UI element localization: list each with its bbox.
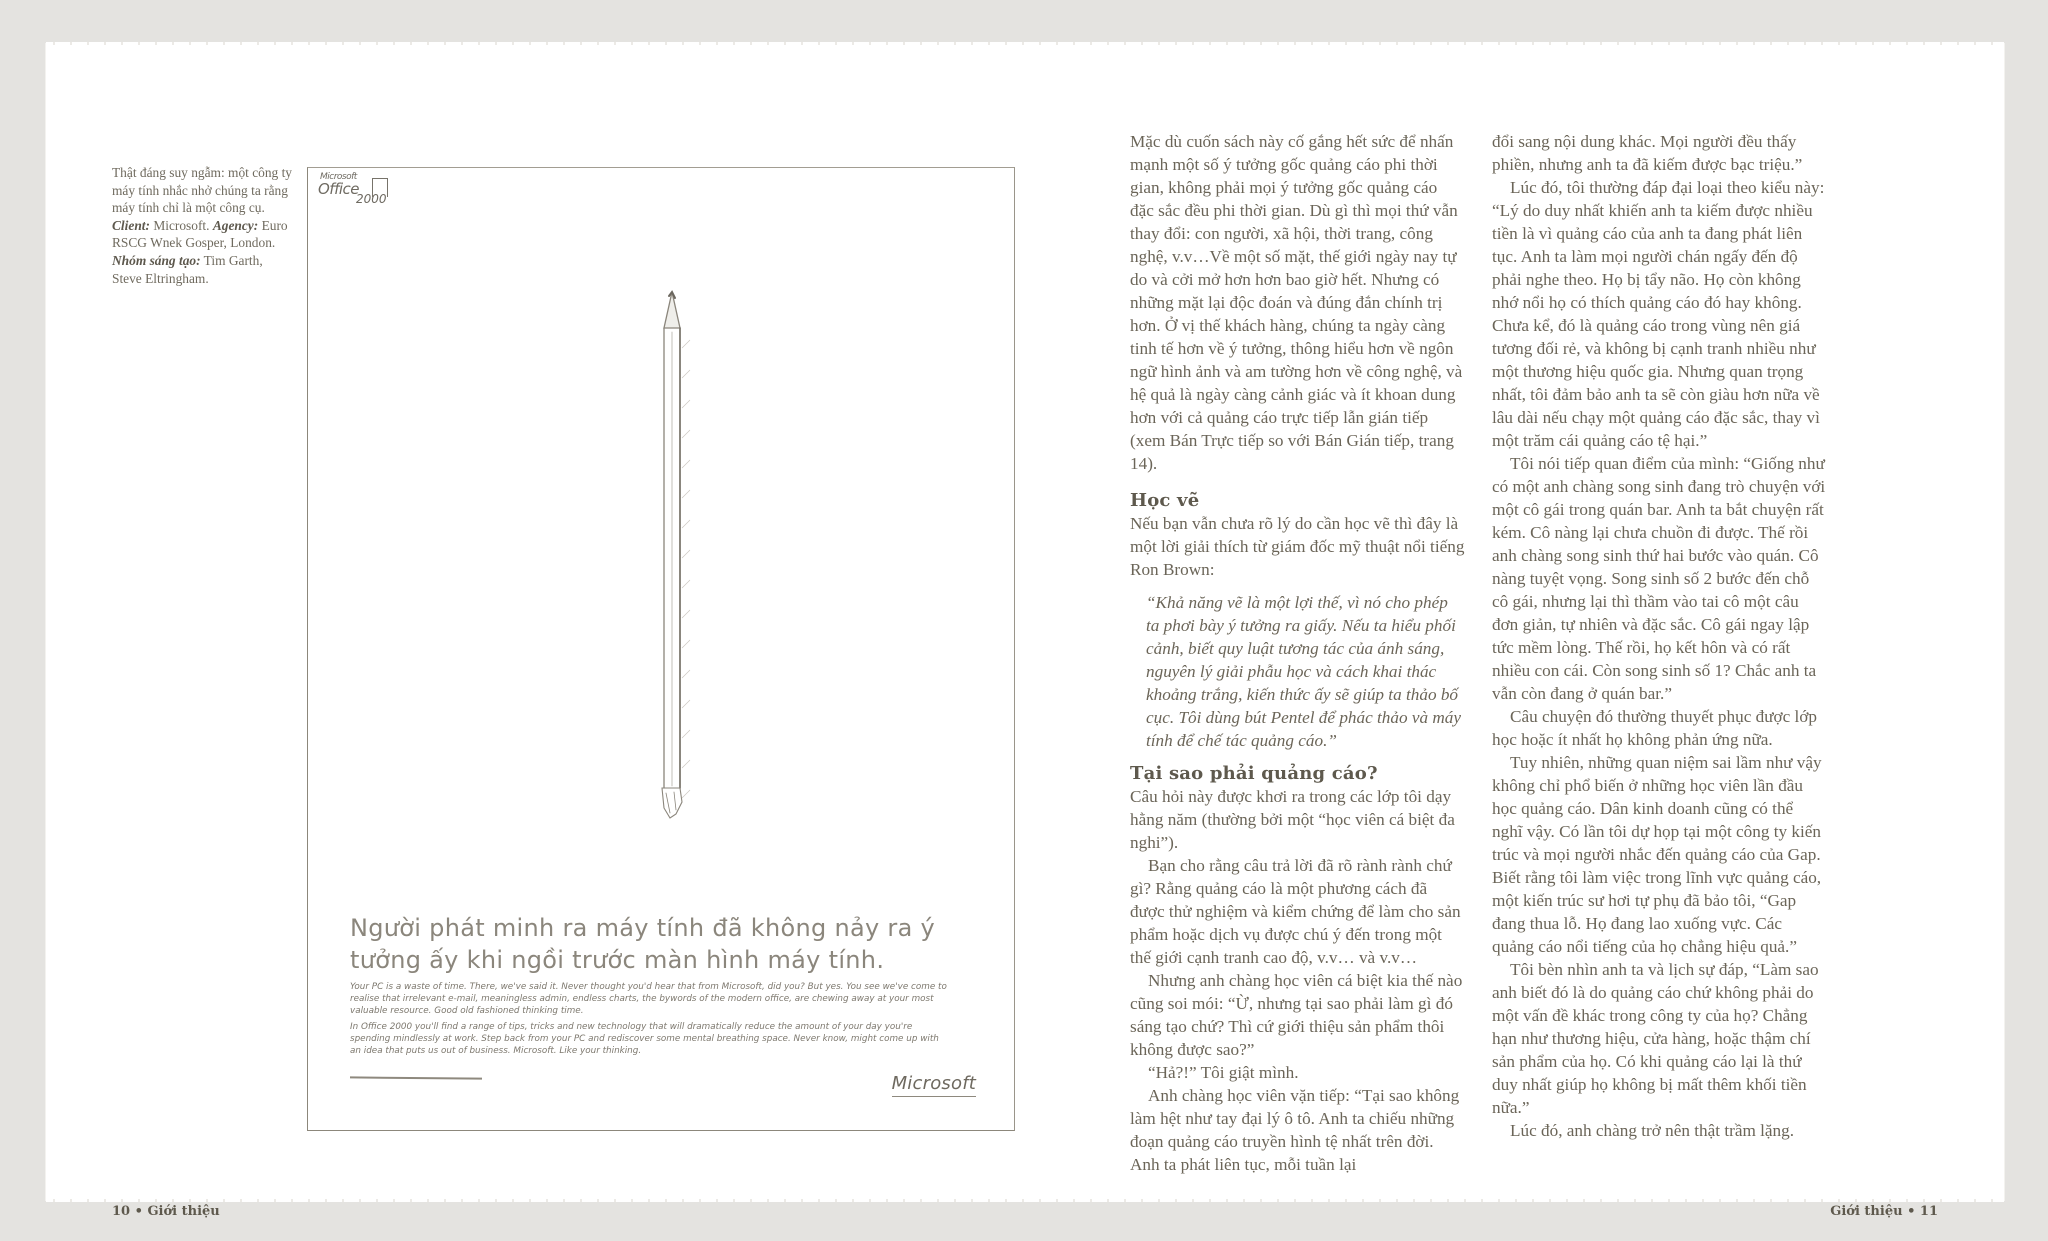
paragraph: đổi sang nội dung khác. Mọi người đều thấy phiền, nhưng anh ta đã kiếm được bạc triệu.” bbox=[1492, 132, 1803, 174]
ad-body-paragraph: In Office 2000 you'll find a range of tips, tricks and new technology that will dramatically reduce the amount of your day you're spending mindlessly at work. Step back from your PC and rediscover some mental breathing space. Never know, might come up with an idea that puts us out of business. Microsoft. Like your thinking. bbox=[350, 1022, 939, 1056]
pull-quote-ron-brown: “Khả năng vẽ là một lợi thế, vì nó cho phép ta phơi bày ý tưởng ra giấy. Nếu ta hiểu phối cảnh, biết quy luật tương tác của ánh sáng, nguyên lý giải phẫu học và cách khai thác khoảng trắng, kiến thức ấy sẽ giúp ta thảo bố cục. Tôi dùng bút Pentel để phác thảo và máy tính để chế tác quảng cáo.” bbox=[1146, 593, 1462, 750]
ad-brand-signoff: Microsoft bbox=[892, 1073, 976, 1097]
paragraph: Tôi nói tiếp quan điểm của mình: “Giống như có một anh chàng song sinh đang trò chuyện với một cô gái trong quán bar. Anh ta bắt chuyện rất kém. Cô nàng lại chưa chuồn đi được. Thế rồi anh chàng song sinh thứ hai bước vào quán. Cô nàng tuyệt vọng. Song sinh số 2 bước đến chỗ cô gái, nhưng lại thì thầm vào tai cô một câu đơn giản, tự nhiên và đặc sắc. Cô gái ngay lập tức mềm lòng. Thế rồi, họ kết hôn và có rất nhiều con cái. Còn song sinh số 1? Chắc anh ta vẫn còn đang ở quán bar.” bbox=[1492, 454, 1826, 703]
paragraph: Lúc đó, anh chàng trở nên thật trầm lặng. bbox=[1510, 1121, 1794, 1140]
caption-team-label: Nhóm sáng tạo: bbox=[112, 252, 201, 268]
paragraph: Mặc dù cuốn sách này cố gắng hết sức để nhấn mạnh một số ý tưởng gốc quảng cáo phi thời gian, không phải mọi ý tưởng gốc quảng cáo đặc sắc đều phi thời gian. Dù gì thì mọi thứ vẫn thay đổi: con người, xã hội, thời trang, công nghệ, v.v…Về một số mặt, thế giới ngày nay tự do và cởi mở hơn hơn bao giờ hết. Nhưng có những mặt lại độc đoán và đúng đắn chính trị hơn. Ở vị thế khách hàng, chúng ta ngày càng tinh tế hơn về ý tưởng, thông hiểu hơn về ngôn ngữ hình ảnh và am tường hơn về công nghệ, và hệ quả là ngày càng cảnh giác và ít khoan dung hơn với cả quảng cáo trực tiếp lẫn gián tiếp (xem Bán Trực tiếp so với Bán Gián tiếp, trang 14). bbox=[1130, 132, 1463, 473]
logo-office-text: Office bbox=[318, 180, 360, 198]
caption-lead: Thật đáng suy ngẫm: một công ty máy tính nhắc nhở chúng ta rằng máy tính chỉ là một công cụ. bbox=[112, 165, 293, 216]
caption-agency-label: Agency: bbox=[212, 217, 259, 233]
text-column-left bbox=[1130, 130, 1465, 1176]
paragraph: Lúc đó, tôi thường đáp đại loại theo kiểu này: “Lý do duy nhất khiến anh ta kiếm được nhiều tiền là vì quảng cáo của anh ta đang phát liên tục. Anh ta làm mọi người chán ngấy đến độ phải nghe theo. Họ bị tẩy não. Họ còn không nhớ nổi họ có thích quảng cáo đó hay không. Chưa kể, đó là quảng cáo trong vùng nên giá tương đối rẻ, và không bị cạnh tranh nhiều như một thương hiệu quốc gia. Nhưng quan trọng nhất, tôi đảm bảo anh ta sẽ còn giàu hơn nữa về lâu dài nếu chạy một quảng cáo đặc sắc, thay vì một trăm cái quảng cáo tệ hại.” bbox=[1492, 178, 1825, 450]
caption-team: Tim Garth, Steve Eltringham. bbox=[112, 252, 263, 286]
paragraph: Tôi bèn nhìn anh ta và lịch sự đáp, “Làm sao anh biết đó là do quảng cáo chứ không phải do một vấn đề khác trong công ty của họ? Chẳng hạn như thương hiệu, cửa hàng, hoặc thậm chí sản phẩm của họ. Có khi quảng cáo lại là thứ duy nhất giúp họ không bị mất thêm khối tiền nữa.” bbox=[1492, 960, 1819, 1117]
logo-microsoft-text: Microsoft bbox=[320, 172, 357, 182]
paragraph: Anh chàng học viên vặn tiếp: “Tại sao không làm hệt như tay đại lý ô tô. Anh ta chiếu những đoạn quảng cáo truyền hình tệ nhất trên đời. Anh ta phát liên tục, mỗi tuần lại bbox=[1130, 1086, 1460, 1174]
paragraph: Nếu bạn vẫn chưa rõ lý do cần học vẽ thì đây là một lời giải thích từ giám đốc mỹ thuật nổi tiếng Ron Brown: bbox=[1130, 514, 1465, 579]
logo-year-text: 2000 bbox=[356, 192, 387, 206]
caption-client: Microsoft. bbox=[153, 217, 210, 233]
caption-agency: Euro RSCG Wnek Gosper, London. bbox=[112, 217, 288, 251]
paragraph: Nhưng anh chàng học viên cá biệt kia thế nào cũng soi mói: “Ừ, nhưng tại sao phải làm gì đó sáng tạo chứ? Thì cứ giới thiệu sản phẩm thôi không được sao?” bbox=[1130, 971, 1463, 1059]
paragraph: Bạn cho rằng câu trả lời đã rõ rành rành chứ gì? Rằng quảng cáo là một phương cách đã được thử nghiệm và kiểm chứng để làm cho sản phẩm hoặc dịch vụ được chú ý đến trong một thế giới cạnh tranh cao độ, v.v… và v.v… bbox=[1130, 856, 1461, 967]
section-heading-hoc-ve: Học vẽ bbox=[1130, 490, 1200, 511]
paragraph: Câu chuyện đó thường thuyết phục được lớp học hoặc ít nhất họ không phản ứng nữa. bbox=[1492, 707, 1817, 749]
ad-signature-line bbox=[350, 1076, 482, 1079]
section-heading-tai-sao: Tại sao phải quảng cáo? bbox=[1130, 763, 1378, 784]
ad-body-paragraph: Your PC is a waste of time. There, we've said it. Never thought you'd hear that from Microsoft, did you? But yes. You see we've come to realise that irrelevant e-mail, meaningless admin, endless charts, the bywords of the modern office, are chewing away at your most valuable resource. Good old fashioned thinking time. bbox=[350, 982, 947, 1016]
microsoft-ad-image bbox=[307, 167, 1015, 1131]
ad-headline: Người phát minh ra máy tính đã không nảy ra ý tưởng ấy khi ngồi trước màn hình máy tính. bbox=[350, 914, 936, 974]
text-column-right bbox=[1492, 130, 1827, 1142]
logo-flag-icon bbox=[372, 178, 388, 197]
paragraph: Tuy nhiên, những quan niệm sai lầm như vậy không chỉ phổ biến ở những học viên lần đầu học quảng cáo. Dân kinh doanh cũng có thể nghĩ vậy. Có lần tôi dự họp tại một công ty kiến trúc và mọi người nhắc đến quảng cáo của Gap. Biết rằng tôi làm việc trong lĩnh vực quảng cáo, một kiến trúc sư hơi tự phụ đã bảo tôi, “Gap đang thua lỗ. Họ đang lao xuống vực. Các quảng cáo nổi tiếng của họ chẳng hiệu quả.” bbox=[1492, 753, 1822, 956]
ad-caption bbox=[112, 164, 292, 287]
ad-body-copy bbox=[350, 982, 950, 1063]
page-footer-right: Giới thiệu • 11 bbox=[1830, 1204, 1938, 1219]
book-spread bbox=[46, 44, 2004, 1219]
paragraph: “Hả?!” Tôi giật mình. bbox=[1148, 1063, 1299, 1082]
office-2000-logo bbox=[316, 170, 396, 212]
paragraph: Câu hỏi này được khơi ra trong các lớp tôi dạy hằng năm (thường bởi một “học viên cá biệt đa nghi”). bbox=[1130, 787, 1455, 852]
page-footer-left: 10 • Giới thiệu bbox=[112, 1204, 220, 1219]
caption-client-label: Client: bbox=[112, 217, 150, 233]
pencil-sketch-icon bbox=[642, 288, 702, 828]
